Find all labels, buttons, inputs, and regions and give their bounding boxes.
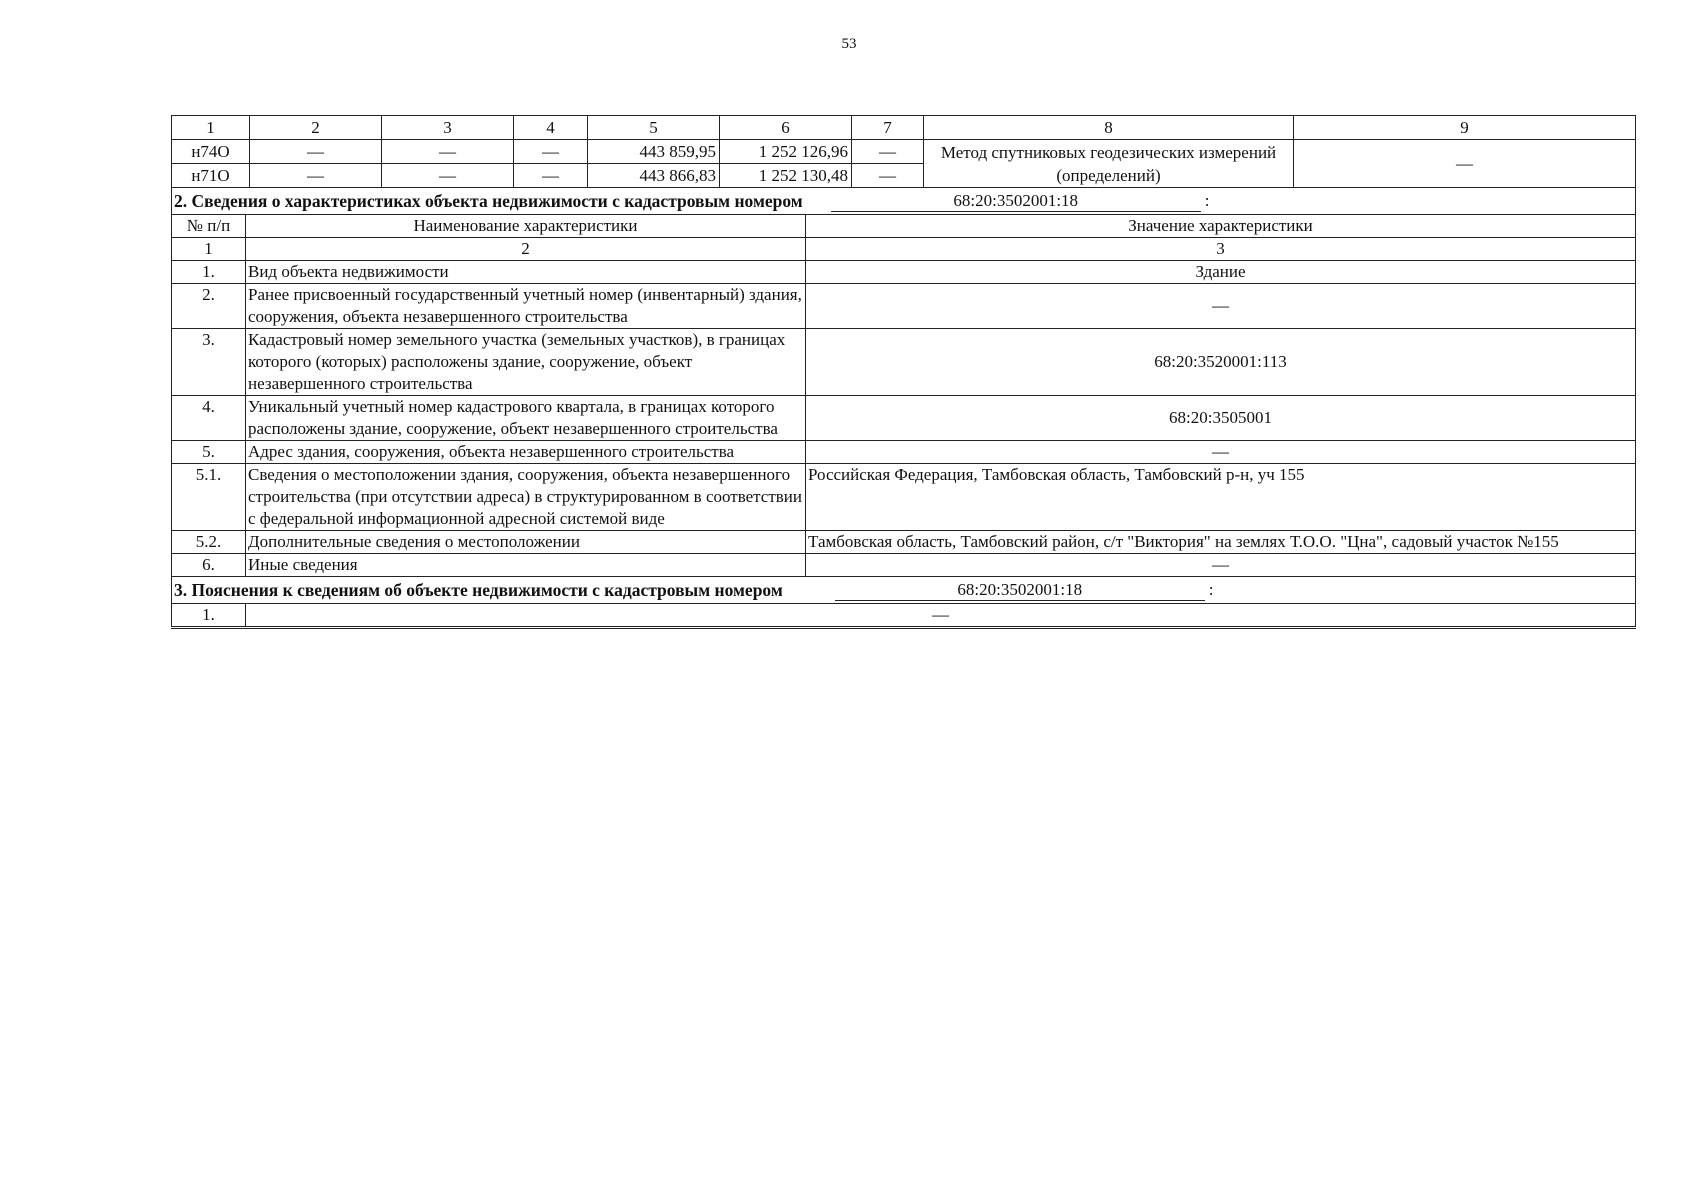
- table-cell: —: [382, 164, 514, 188]
- row-number: 1.: [172, 604, 246, 628]
- header-number: 3: [806, 238, 1636, 261]
- characteristic-value: 68:20:3505001: [806, 396, 1636, 441]
- coords-header-cell: 3: [382, 116, 514, 140]
- characteristic-value: —: [806, 554, 1636, 577]
- table-row: [172, 531, 1636, 554]
- coords-header-cell: 9: [1294, 116, 1636, 140]
- coords-header-cell: 4: [514, 116, 588, 140]
- characteristics-header-row: [172, 215, 1636, 238]
- coordinate-x: 443 866,83: [588, 164, 720, 188]
- table-row: [172, 441, 1636, 464]
- coords-header-row: [172, 116, 1636, 140]
- section-2-title: 2. Сведения о характеристиках объекта недвижимости с кадастровым номером: [174, 191, 803, 211]
- table-cell: —: [1294, 140, 1636, 188]
- coords-header-cell: 7: [852, 116, 924, 140]
- table-row: [172, 464, 1636, 531]
- characteristic-name: Ранее присвоенный государственный учетный номер (инвентарный) здания, сооружения, объекта незавершенного строительства: [246, 284, 806, 329]
- header-name: Наименование характеристики: [246, 215, 806, 238]
- section-3-title: 3. Пояснения к сведениям об объекте недвижимости с кадастровым номером: [174, 580, 783, 600]
- row-number: 2.: [172, 284, 246, 329]
- characteristic-value: Тамбовская область, Тамбовский район, с/т "Виктория" на землях Т.О.О. "Цна", садовый участок №155: [806, 531, 1636, 554]
- header-num: № п/п: [172, 215, 246, 238]
- row-number: 5.: [172, 441, 246, 464]
- method-cell: Метод спутниковых геодезических измерений (определений): [924, 140, 1294, 188]
- table-cell: —: [250, 164, 382, 188]
- table-cell: —: [852, 164, 924, 188]
- characteristic-name: Иные сведения: [246, 554, 806, 577]
- characteristics-table: [171, 188, 1636, 577]
- coords-header-cell: 5: [588, 116, 720, 140]
- section-3-header: [172, 577, 1636, 604]
- characteristic-name: Кадастровый номер земельного участка (земельных участков), в границах которого (которых) расположены здание, сооружение, объект незавершенного строительства: [246, 329, 806, 396]
- table-cell: —: [382, 140, 514, 164]
- characteristic-name: Вид объекта недвижимости: [246, 261, 806, 284]
- header-value: Значение характеристики: [806, 215, 1636, 238]
- characteristic-name: Уникальный учетный номер кадастрового квартала, в границах которого расположены здание, сооружение, объект незавершенного строительства: [246, 396, 806, 441]
- coords-header-cell: 1: [172, 116, 250, 140]
- section-2-colon: :: [1204, 191, 1210, 210]
- table-cell: —: [514, 164, 588, 188]
- coordinate-y: 1 252 130,48: [720, 164, 852, 188]
- table-cell: —: [514, 140, 588, 164]
- explanations-table: [171, 577, 1636, 629]
- table-row: [172, 396, 1636, 441]
- section-2-cadastral-number: 68:20:3502001:18: [831, 191, 1201, 212]
- header-number: 2: [246, 238, 806, 261]
- section-2-header: [172, 188, 1636, 215]
- characteristic-name: Сведения о местоположении здания, сооружения, объекта незавершенного строительства (при отсутствии адреса) в структурированном в соответствии с федеральной информационной адресной системой виде: [246, 464, 806, 531]
- coordinates-table: [171, 115, 1636, 188]
- coordinate-x: 443 859,95: [588, 140, 720, 164]
- characteristic-value: Российская Федерация, Тамбовская область, Тамбовский р-н, уч 155: [806, 464, 1636, 531]
- document-sheet: [171, 115, 1635, 629]
- characteristics-number-row: [172, 238, 1636, 261]
- header-number: 1: [172, 238, 246, 261]
- table-row: [172, 140, 1636, 164]
- characteristic-name: Дополнительные сведения о местоположении: [246, 531, 806, 554]
- point-name: н71О: [172, 164, 250, 188]
- table-cell: —: [852, 140, 924, 164]
- row-number: 1.: [172, 261, 246, 284]
- explanation-text: —: [246, 604, 1636, 628]
- table-row: [172, 329, 1636, 396]
- row-number: 5.1.: [172, 464, 246, 531]
- row-number: 3.: [172, 329, 246, 396]
- section-3-cadastral-number: 68:20:3502001:18: [835, 580, 1205, 601]
- section-3-colon: :: [1208, 580, 1214, 599]
- table-row: [172, 554, 1636, 577]
- row-number: 5.2.: [172, 531, 246, 554]
- characteristic-name: Адрес здания, сооружения, объекта незавершенного строительства: [246, 441, 806, 464]
- point-name: н74О: [172, 140, 250, 164]
- coords-header-cell: 2: [250, 116, 382, 140]
- row-number: 4.: [172, 396, 246, 441]
- characteristic-value: —: [806, 284, 1636, 329]
- page-number: 53: [841, 36, 857, 52]
- table-row: [172, 284, 1636, 329]
- coordinate-y: 1 252 126,96: [720, 140, 852, 164]
- row-number: 6.: [172, 554, 246, 577]
- table-row: [172, 604, 1636, 628]
- characteristic-value: 68:20:3520001:113: [806, 329, 1636, 396]
- coords-header-cell: 8: [924, 116, 1294, 140]
- table-row: [172, 261, 1636, 284]
- table-cell: —: [250, 140, 382, 164]
- characteristic-value: Здание: [806, 261, 1636, 284]
- coords-header-cell: 6: [720, 116, 852, 140]
- characteristic-value: —: [806, 441, 1636, 464]
